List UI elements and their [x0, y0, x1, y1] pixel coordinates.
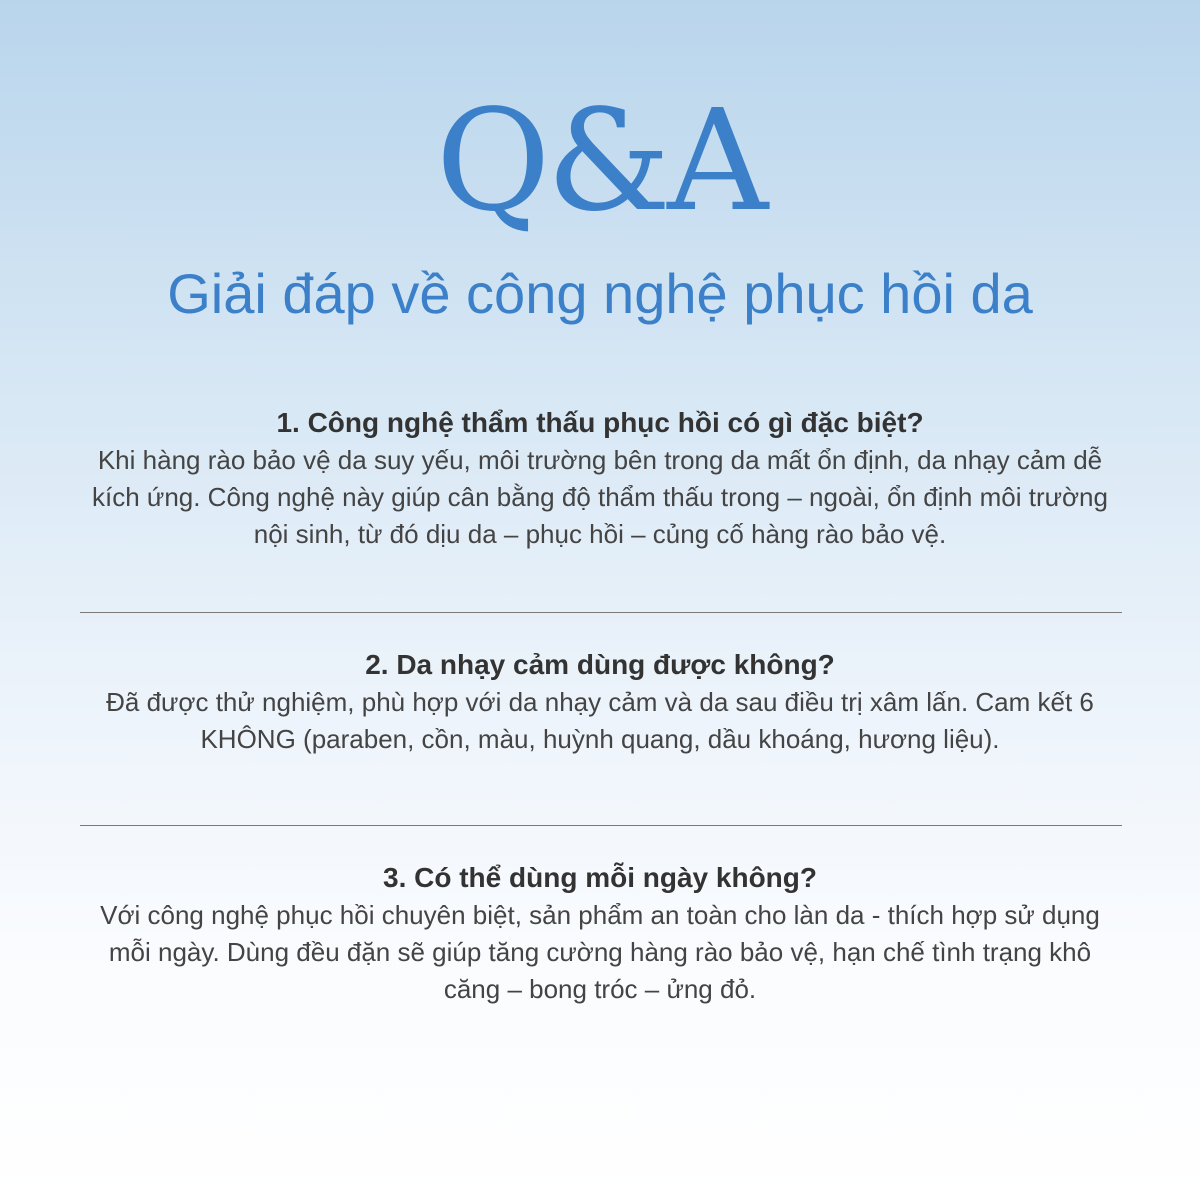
faq-item-2 — [80, 646, 1120, 758]
faq-question-2: 2. Da nhạy cảm dùng được không? — [365, 649, 835, 680]
faq-question-1: 1. Công nghệ thẩm thấu phục hồi có gì đặc biệt? — [276, 407, 924, 438]
qa-title: Q&A — [435, 80, 765, 243]
faq-item-1 — [80, 404, 1120, 553]
faq-answer-3: Với công nghệ phục hồi chuyên biệt, sản phẩm an toàn cho làn da - thích hợp sử dụng mỗi ngày. Dùng đều đặn sẽ giúp tăng cường hàng rào bảo vệ, hạn chế tình trạng khô căng – bong tróc – ửng đỏ. — [100, 900, 1100, 1004]
faq-question-3: 3. Có thể dùng mỗi ngày không? — [383, 862, 817, 893]
divider-line — [80, 612, 1122, 613]
faq-item-3 — [80, 859, 1120, 1008]
faq-answer-2: Đã được thử nghiệm, phù hợp với da nhạy cảm và da sau điều trị xâm lấn. Cam kết 6 KHÔNG (paraben, cồn, màu, huỳnh quang, dầu khoáng, hương liệu). — [106, 687, 1094, 754]
page-subtitle: Giải đáp về công nghệ phục hồi da — [167, 262, 1033, 325]
faq-answer-1: Khi hàng rào bảo vệ da suy yếu, môi trường bên trong da mất ổn định, da nhạy cảm dễ kích ứng. Công nghệ này giúp cân bằng độ thẩm thấu trong – ngoài, ổn định môi trường nội sinh, từ đó dịu da – phục hồi – củng cố hàng rào bảo vệ. — [92, 445, 1108, 549]
divider-line — [80, 825, 1122, 826]
